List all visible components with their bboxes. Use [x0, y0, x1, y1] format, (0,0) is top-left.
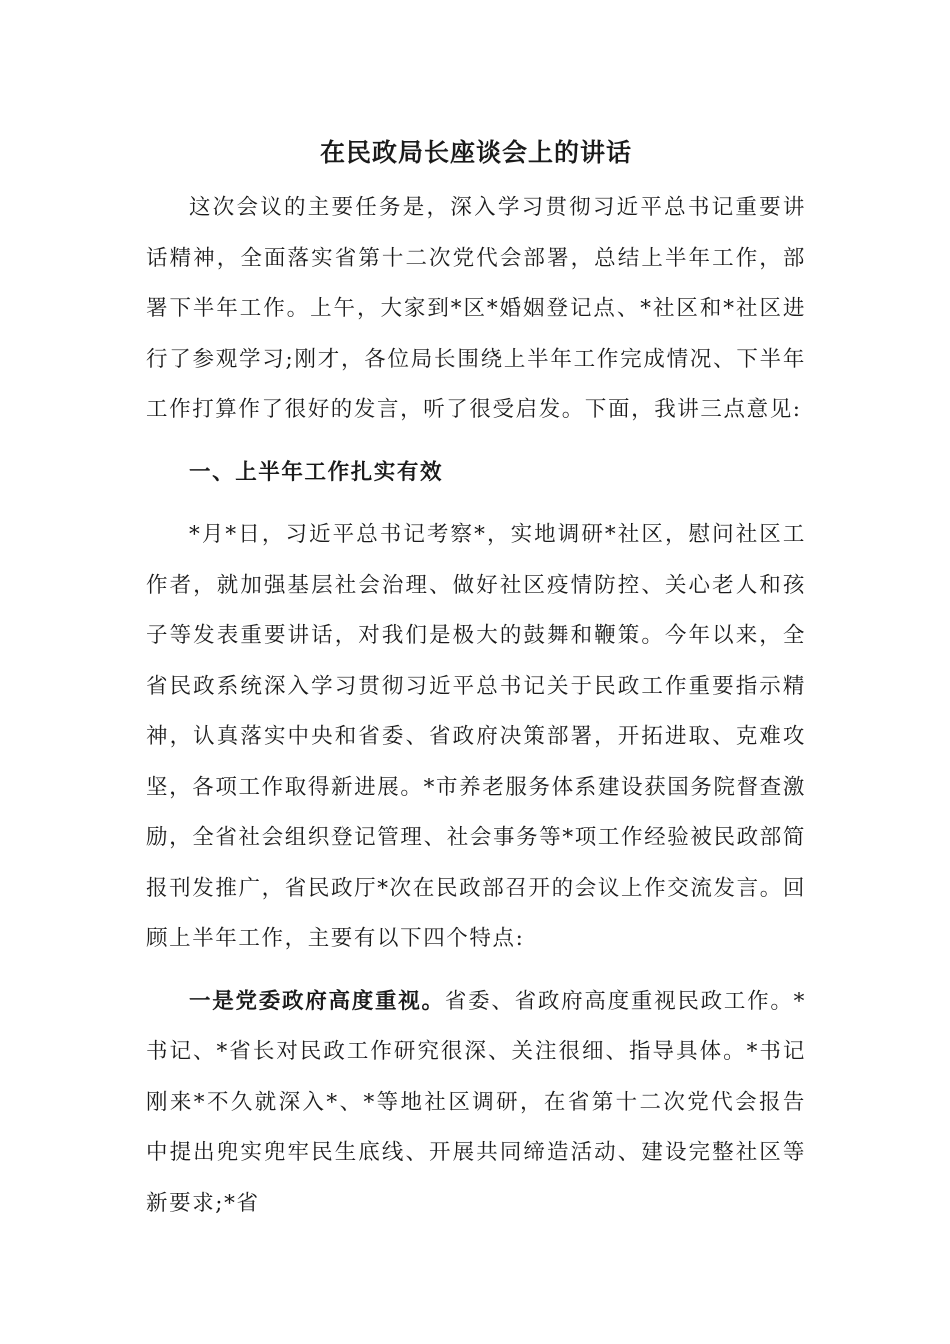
- section-1-paragraph: *月*日，习近平总书记考察*，实地调研*社区，慰问社区工作者，就加强基层社会治理、做好社区疫情防控、关心老人和孩子等发表重要讲话，对我们是极大的鼓舞和鞭策。今年以来，全省民政系统深入学习贯彻习近平总书记关于民政工作重要指示精神，认真落实中央和省委、省政府决策部署，开拓进取、克难攻坚，各项工作取得新进展。*市养老服务体系建设获国务院督查激励，全省社会组织登记管理、社会事务等*项工作经验被民政部简报刊发推广，省民政厅*次在民政部召开的会议上作交流发言。回顾上半年工作，主要有以下四个特点:: [146, 522, 806, 951]
- document-page: [146, 128, 806, 1229]
- point-1-text: 省委、省政府高度重视民政工作。*书记、*省长对民政工作研究很深、关注很细、指导具体。*书记刚来*不久就深入*、*等地社区调研，在省第十二次党代会报告中提出兜实兜牢民生底线、开展共同缔造活动、建设完整社区等新要求;*省: [146, 988, 806, 1216]
- point-1-paragraph: [146, 977, 806, 1230]
- intro-paragraph: 这次会议的主要任务是，深入学习贯彻习近平总书记重要讲话精神，全面落实省第十二次党代会部署，总结上半年工作，部署下半年工作。上午，大家到*区*婚姻登记点、*社区和*社区进行了参观学习;刚才，各位局长围绕上半年工作完成情况、下半年工作打算作了很好的发言，听了很受启发。下面，我讲三点意见:: [146, 195, 806, 422]
- document-title: 在民政局长座谈会上的讲话: [319, 138, 632, 167]
- section-heading-1: 一、上半年工作扎实有效: [189, 459, 444, 485]
- point-1-lead: 一是党委政府高度重视。: [189, 988, 445, 1014]
- paragraph-gap: [146, 965, 806, 977]
